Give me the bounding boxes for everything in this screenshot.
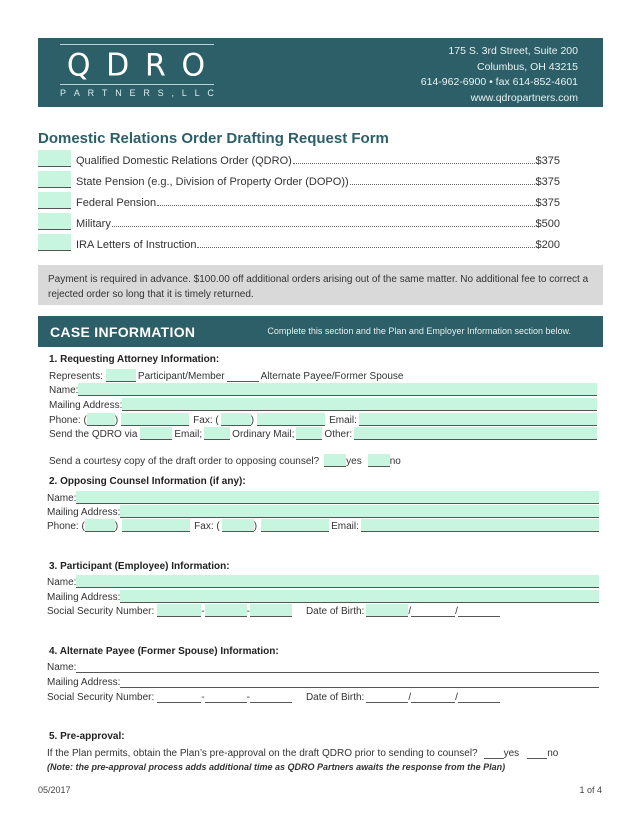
opposing-phone-field[interactable] [122, 519, 190, 532]
address-street: 175 S. 3rd Street, Suite 200 [448, 45, 578, 57]
price-item [38, 192, 560, 209]
yes-label: yes [346, 456, 362, 467]
name-label: Name: [49, 385, 79, 396]
section-note: Complete this section and the Plan and Employer Information section below. [267, 326, 571, 336]
logo-letter: R [144, 47, 168, 84]
logo-sub-letter: R [87, 88, 95, 98]
email-label: Email: [329, 415, 357, 426]
price-checkbox-field[interactable] [38, 192, 71, 209]
participant-checkbox-field[interactable] [106, 369, 136, 382]
letterhead-banner [38, 38, 603, 107]
dot-leader [350, 184, 535, 185]
pre-approval-yes-field[interactable] [484, 746, 504, 759]
alternate-payee-dob-year-field[interactable] [458, 690, 500, 703]
send-via-row [49, 426, 597, 440]
section-4-heading: 4. Alternate Payee (Former Spouse) Information: [49, 646, 279, 657]
opposing-phone-area-field[interactable] [85, 519, 115, 532]
no-label: no [547, 748, 559, 759]
send-mail-checkbox-field[interactable] [204, 427, 230, 440]
pre-approval-row [47, 745, 599, 759]
name-label: Name: [47, 493, 77, 504]
participant-mailing-field[interactable] [120, 590, 599, 603]
price-label: Military [76, 218, 111, 230]
dob-label: Date of Birth: [305, 606, 365, 617]
price-amount: $200 [535, 239, 560, 251]
attorney-mailing-row [49, 397, 597, 411]
ssn-label: Social Security Number: [47, 692, 155, 703]
opposing-mailing-row [47, 504, 599, 518]
attorney-phone-field[interactable] [121, 413, 189, 426]
alternate-payee-dob-day-field[interactable] [411, 690, 455, 703]
address-website: www.qdropartners.com [470, 91, 578, 104]
opposing-fax-field[interactable] [261, 519, 329, 532]
ordinary-mail-label: Ordinary Mail; [232, 429, 295, 440]
participant-ssn-part1-field[interactable] [157, 604, 201, 617]
ssn-dash: - [201, 692, 205, 703]
fax-label: Fax: ( [193, 415, 219, 426]
logo-letter: Q [66, 47, 93, 84]
logo-sub-letter: P [60, 88, 67, 98]
courtesy-copy-question: Send a courtesy copy of the draft order to opposing counsel? [49, 456, 320, 467]
price-amount: $500 [535, 218, 560, 230]
logo-subtitle [60, 88, 214, 98]
mailing-address-label: Mailing Address: [47, 592, 121, 603]
yes-label: yes [503, 748, 520, 759]
logo-letter: D [106, 47, 132, 84]
section-title: CASE INFORMATION [50, 324, 196, 340]
alternate-payee-name-row [47, 659, 599, 673]
price-item [38, 150, 560, 167]
alternate-payee-ssn-dob-row [47, 689, 599, 703]
courtesy-no-field[interactable] [368, 454, 390, 467]
opposing-name-field[interactable] [76, 491, 599, 504]
participant-dob-day-field[interactable] [411, 604, 455, 617]
attorney-name-row [49, 382, 597, 396]
paren-close: ) [114, 521, 119, 532]
price-item [38, 213, 560, 230]
paren-close: ) [250, 415, 255, 426]
logo-sub-letter: A [73, 88, 80, 98]
dob-slash: / [408, 692, 412, 703]
participant-member-label: Participant/Member [137, 371, 225, 382]
price-item [38, 171, 560, 188]
price-amount: $375 [535, 197, 560, 209]
opposing-contact-row [47, 518, 599, 532]
participant-dob-year-field[interactable] [458, 604, 500, 617]
opposing-name-row [47, 490, 599, 504]
phone-label: Phone: ( [47, 521, 85, 532]
ssn-label: Social Security Number: [47, 606, 155, 617]
send-via-label: Send the QDRO via [49, 429, 138, 440]
section-1-heading: 1. Requesting Attorney Information: [49, 354, 220, 365]
participant-dob-month-field[interactable] [366, 604, 408, 617]
opposing-mailing-field[interactable] [120, 505, 599, 518]
logo-sub-letter: T [101, 88, 108, 98]
logo-letter: O [181, 47, 208, 84]
paren-close: ) [253, 521, 258, 532]
logo-top-rule [60, 44, 214, 45]
attorney-phone-area-field[interactable] [87, 413, 115, 426]
participant-ssn-part2-field[interactable] [205, 604, 247, 617]
logo-sub-letter: C [207, 88, 214, 98]
price-checkbox-field[interactable] [38, 234, 71, 251]
dot-leader [112, 226, 535, 227]
case-information-bar [38, 316, 603, 347]
price-amount: $375 [535, 155, 560, 167]
pre-approval-question: If the Plan permits, obtain the Plan’s pre-approval on the draft QDRO prior to sending to counsel? [47, 748, 478, 759]
represents-label: Represents: [49, 371, 103, 382]
attorney-fax-field[interactable] [257, 413, 325, 426]
paren-close: ) [114, 415, 119, 426]
price-label: IRA Letters of Instruction [76, 239, 197, 251]
price-label: Qualified Domestic Relations Order (QDRO) [76, 155, 292, 167]
logo-sub-letter: N [115, 88, 122, 98]
price-checkbox-field[interactable] [38, 150, 71, 167]
alternate-payee-dob-month-field[interactable] [366, 690, 408, 703]
pre-approval-no-field[interactable] [527, 746, 547, 759]
section-2-heading: 2. Opposing Counsel Information (if any): [49, 476, 246, 487]
alternate-payee-checkbox-field[interactable] [227, 369, 259, 382]
participant-ssn-dob-row [47, 603, 599, 617]
alternate-payee-ssn-part2-field[interactable] [205, 690, 247, 703]
dob-slash: / [408, 606, 412, 617]
fax-label: Fax: ( [194, 521, 220, 532]
payment-notice: Payment is required in advance. $100.00 off additional orders arising out of the same matter. No additional fee to correct a rejected order so long that it is timely returned. [38, 265, 603, 305]
send-other-field[interactable] [354, 427, 597, 440]
opposing-fax-area-field[interactable] [222, 519, 254, 532]
name-label: Name: [47, 577, 77, 588]
attorney-name-field[interactable] [78, 383, 597, 396]
address-city: Columbus, OH 43215 [477, 60, 578, 73]
attorney-mailing-field[interactable] [122, 398, 597, 411]
page-number: 1 of 4 [579, 785, 602, 795]
logo-sub-letter: S [157, 88, 164, 98]
section-3-heading: 3. Participant (Employee) Information: [49, 561, 230, 572]
phone-label: Phone: ( [49, 415, 87, 426]
logo-sub-letter: L [181, 88, 187, 98]
price-label: Federal Pension [76, 197, 157, 209]
courtesy-copy-row [49, 453, 597, 467]
footer-date: 05/2017 [38, 785, 71, 795]
opposing-email-field[interactable] [361, 519, 599, 532]
alternate-payee-label: Alternate Payee/Former Spouse [260, 371, 404, 382]
courtesy-yes-field[interactable] [324, 454, 346, 467]
alternate-payee-ssn-part1-field[interactable] [157, 690, 201, 703]
price-amount: $375 [535, 176, 560, 188]
logo-bottom-rule [60, 84, 214, 85]
dob-slash: / [455, 692, 458, 703]
alternate-payee-mailing-field[interactable] [120, 675, 599, 688]
price-label: State Pension (e.g., Division of Property Order (DOPO)) [76, 176, 349, 188]
address-phone-fax: 614-962-6900 • fax 614-852-4601 [420, 76, 578, 88]
alternate-payee-name-field[interactable] [76, 660, 599, 673]
name-label: Name: [47, 662, 77, 673]
logo-sub-letter: E [129, 88, 136, 98]
dob-label: Date of Birth: [305, 692, 365, 703]
price-checkbox-field[interactable] [38, 213, 71, 230]
section-5-heading: 5. Pre-approval: [49, 731, 125, 742]
dot-leader [293, 163, 535, 164]
company-address [421, 44, 578, 106]
pre-approval-note: (Note: the pre-approval process adds additional time as QDRO Partners awaits the response from the Plan) [47, 762, 506, 772]
ssn-dash: - [246, 606, 250, 617]
logo-sub-letter: R [143, 88, 150, 98]
logo-sub-letter: , [171, 88, 174, 98]
participant-ssn-part3-field[interactable] [250, 604, 292, 617]
send-other-checkbox-field[interactable] [296, 427, 322, 440]
send-email-checkbox-field[interactable] [140, 427, 172, 440]
dot-leader [197, 247, 534, 248]
mailing-address-label: Mailing Address: [47, 677, 121, 688]
participant-mailing-row [47, 589, 599, 603]
attorney-fax-area-field[interactable] [221, 413, 251, 426]
alternate-payee-mailing-row [47, 674, 599, 688]
mailing-address-label: Mailing Address: [49, 400, 123, 411]
no-label: no [389, 456, 401, 467]
attorney-email-field[interactable] [359, 413, 597, 426]
participant-name-field[interactable] [76, 575, 599, 588]
dot-leader [157, 205, 534, 206]
email-label: Email: [331, 521, 359, 532]
ssn-dash: - [246, 692, 250, 703]
represents-row [49, 368, 597, 382]
form-title: Domestic Relations Order Drafting Request Form [38, 130, 389, 147]
price-item [38, 234, 560, 251]
other-label: Other: [324, 429, 353, 440]
price-checkbox-field[interactable] [38, 171, 71, 188]
alternate-payee-ssn-part3-field[interactable] [250, 690, 292, 703]
logo-sub-letter: L [194, 88, 200, 98]
attorney-contact-row [49, 412, 597, 426]
dob-slash: / [455, 606, 458, 617]
logo-wordmark [60, 47, 214, 84]
ssn-dash: - [201, 606, 205, 617]
mailing-address-label: Mailing Address: [47, 507, 121, 518]
email-option-label: Email; [174, 429, 203, 440]
participant-name-row [47, 574, 599, 588]
